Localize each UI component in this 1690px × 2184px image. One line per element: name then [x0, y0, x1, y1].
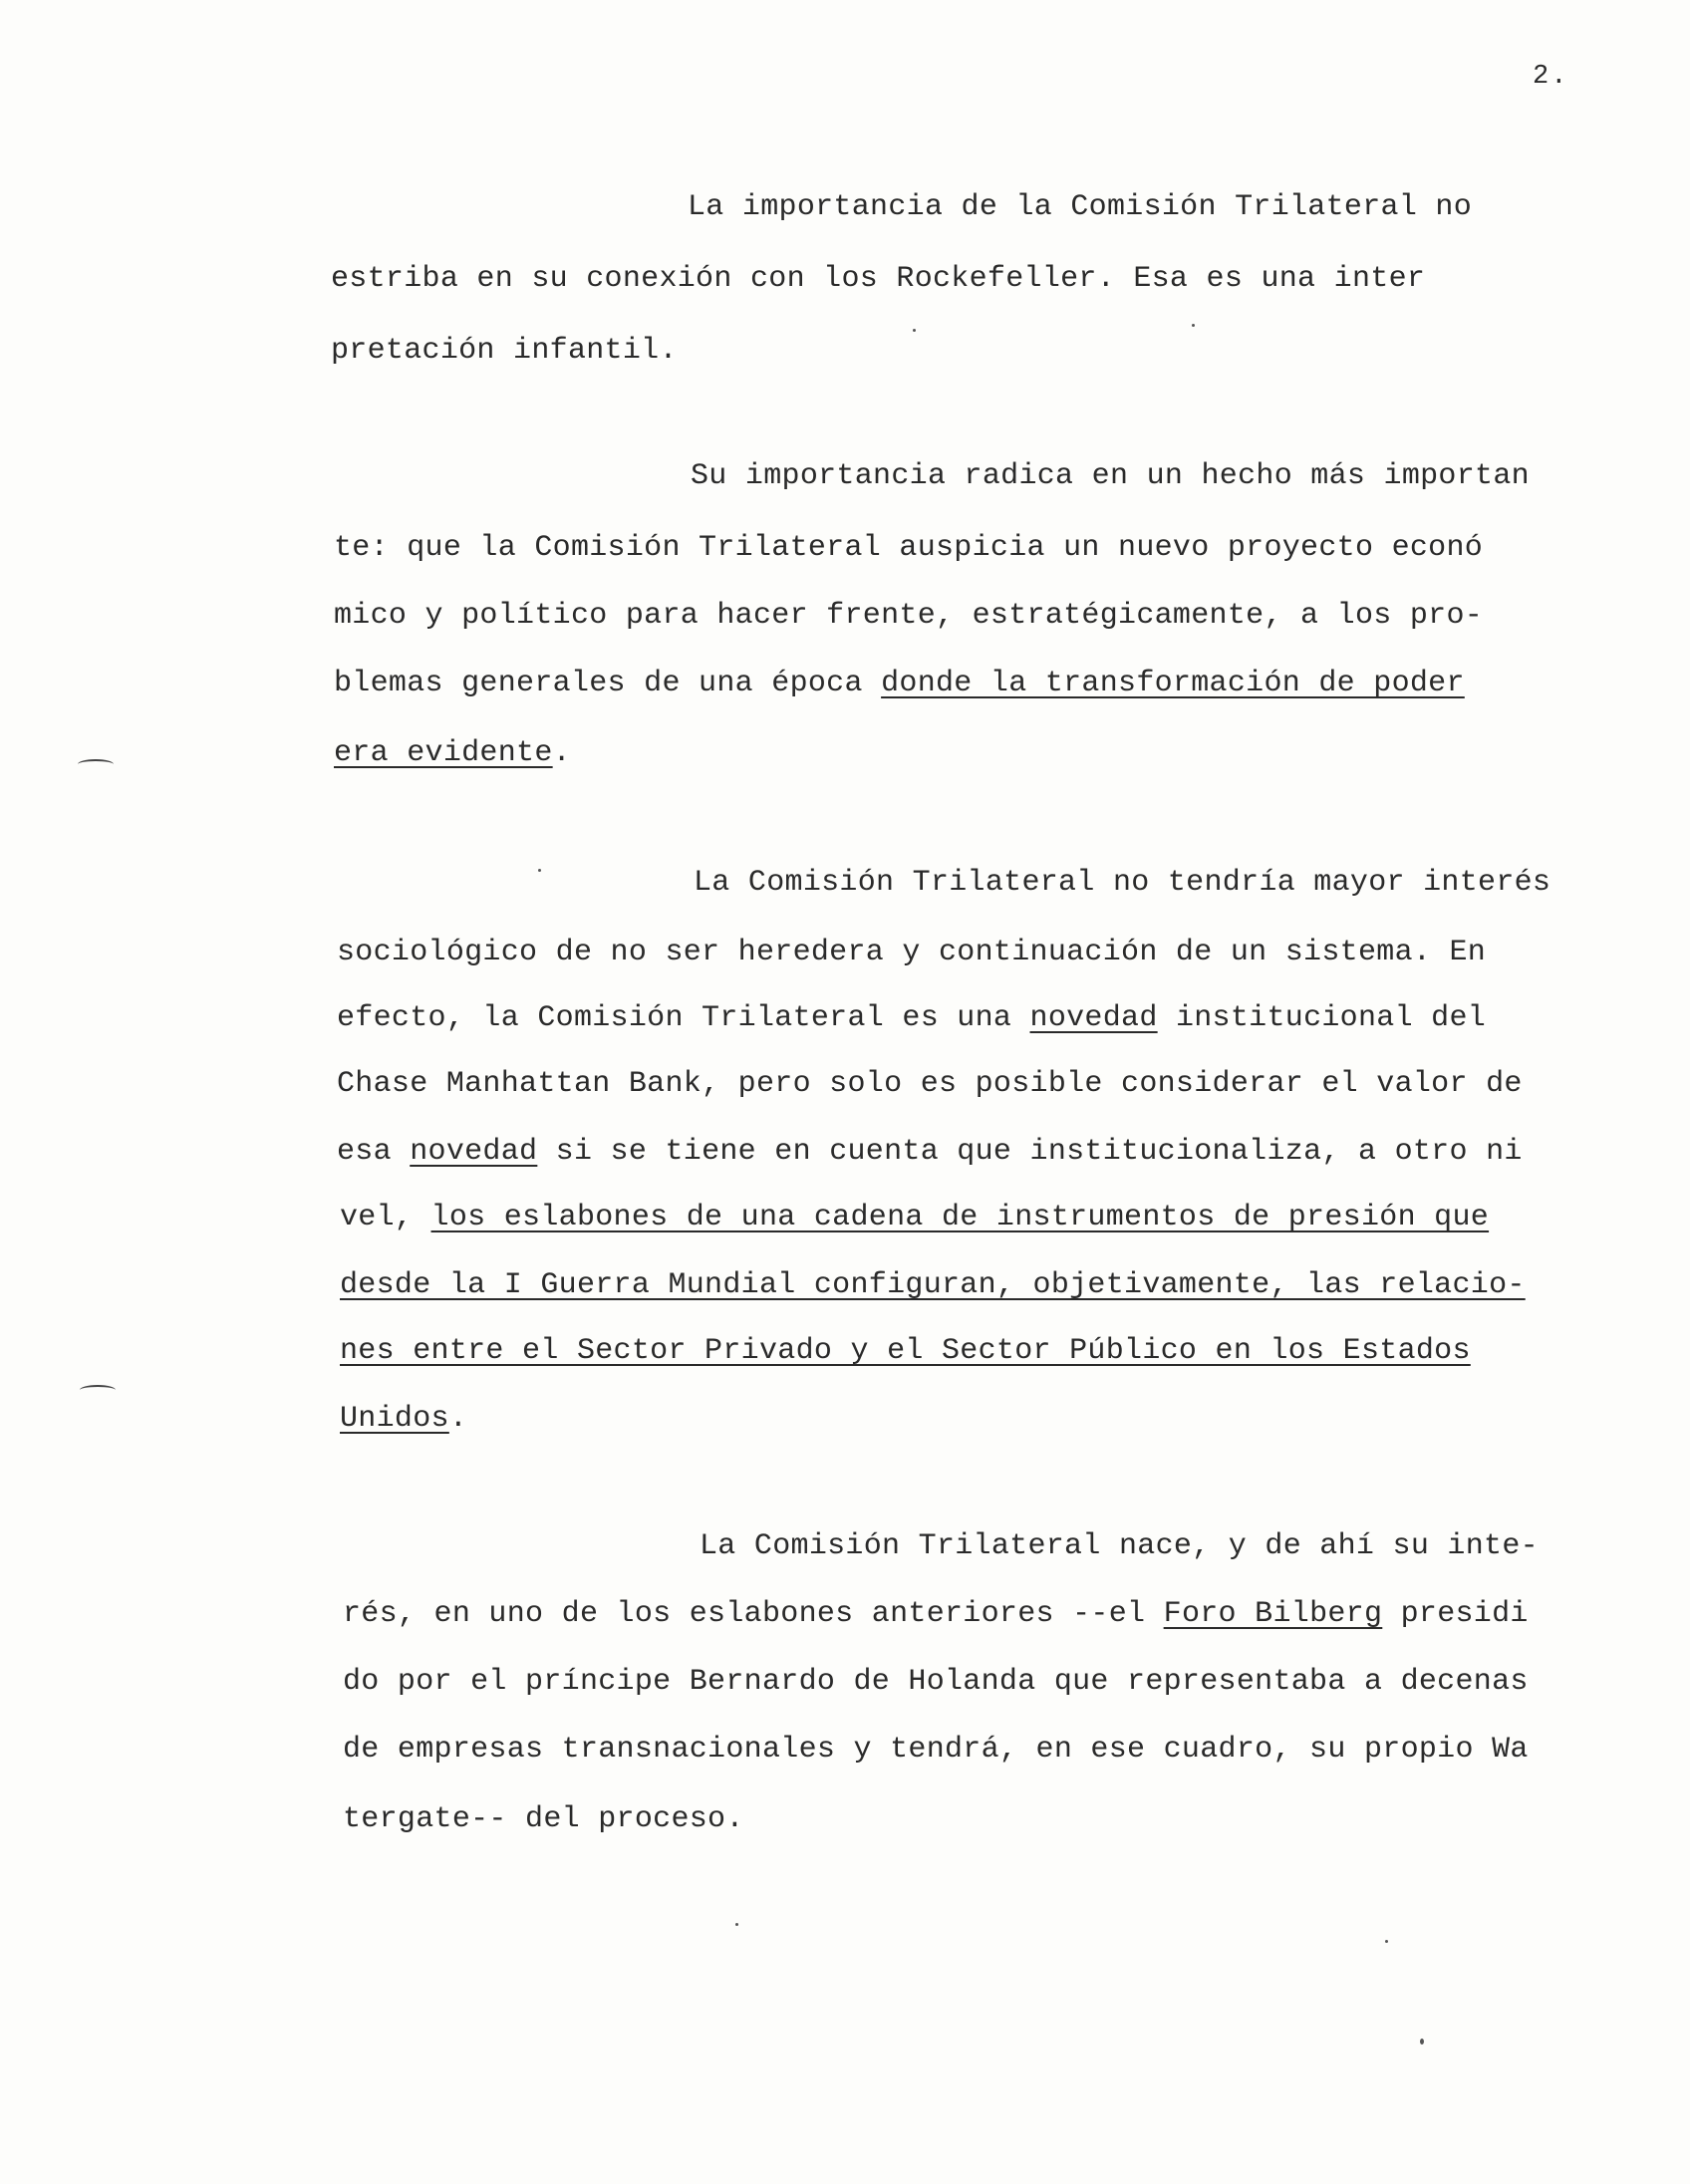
underlined-text: los eslabones de una cadena de instrumentos de presión que [430, 1201, 1490, 1234]
text-segment: si se tiene en cuenta que institucionaliza, a otro ni [537, 1135, 1523, 1169]
scan-speck [1192, 324, 1195, 327]
scan-speck [1420, 2039, 1424, 2045]
margin-mark [80, 1385, 116, 1395]
underlined-text: donde la transformación de poder [881, 667, 1465, 700]
text-line [337, 1134, 1523, 1170]
underlined-text: nes entre el Sector Privado y el Sector Público en los Estados [340, 1334, 1471, 1368]
text-segment: efecto, la Comisión Trilateral es una [337, 1001, 1030, 1035]
text-line [340, 1267, 1526, 1303]
text-segment: vel, [340, 1201, 431, 1234]
text-line [340, 1333, 1471, 1369]
text-line [334, 666, 1465, 701]
text-line: Chase Manhattan Bank, pero solo es posible considerar el valor de [337, 1067, 1523, 1101]
text-line: tergate-- del proceso. [343, 1802, 744, 1836]
text-line: La Comisión Trilateral nace, y de ahí su inte- [700, 1529, 1539, 1563]
margin-mark [78, 759, 114, 769]
underlined-text: desde la I Guerra Mundial configuran, objetivamente, las relacio- [340, 1268, 1526, 1302]
text-segment: . [448, 1402, 468, 1436]
text-segment: rés, en uno de los eslabones anteriores --el [343, 1597, 1164, 1631]
text-segment: . [552, 736, 571, 770]
scan-speck [1385, 1940, 1388, 1943]
scan-speck [735, 1923, 738, 1926]
scan-speck [538, 869, 541, 872]
underlined-text: Foro Bilberg [1163, 1597, 1383, 1631]
underlined-text: novedad [1029, 1001, 1158, 1035]
text-line: La Comisión Trilateral no tendría mayor interés [694, 866, 1551, 900]
underlined-text: novedad [410, 1135, 538, 1169]
underlined-text: Unidos [340, 1402, 449, 1436]
text-line [334, 735, 571, 771]
text-line: te: que la Comisión Trilateral auspicia un nuevo proyecto econó [334, 531, 1484, 565]
text-line: Su importancia radica en un hecho más importan [691, 459, 1530, 493]
text-segment: esa [337, 1135, 411, 1169]
text-line [337, 1000, 1486, 1036]
text-line: sociológico de no ser heredera y continuación de un sistema. En [337, 936, 1487, 969]
text-line: de empresas transnacionales y tendrá, en ese cuadro, su propio Wa [343, 1733, 1529, 1767]
text-line: do por el príncipe Bernardo de Holanda que representaba a decenas [343, 1665, 1529, 1699]
scan-speck [913, 329, 916, 332]
text-segment: presidi [1382, 1597, 1529, 1631]
underlined-text: era evidente [334, 736, 553, 770]
page-number: 2. [1533, 62, 1569, 92]
text-line: La importancia de la Comisión Trilateral no [688, 190, 1473, 224]
text-line: mico y político para hacer frente, estratégicamente, a los pro- [334, 599, 1484, 633]
text-line [340, 1200, 1489, 1235]
text-segment: institucional del [1157, 1001, 1487, 1035]
text-line: estriba en su conexión con los Rockefeller. Esa es una inter [331, 262, 1426, 296]
text-line [340, 1401, 467, 1437]
text-segment: blemas generales de una época [334, 667, 882, 700]
text-line: pretación infantil. [331, 334, 678, 368]
text-line [343, 1596, 1529, 1632]
